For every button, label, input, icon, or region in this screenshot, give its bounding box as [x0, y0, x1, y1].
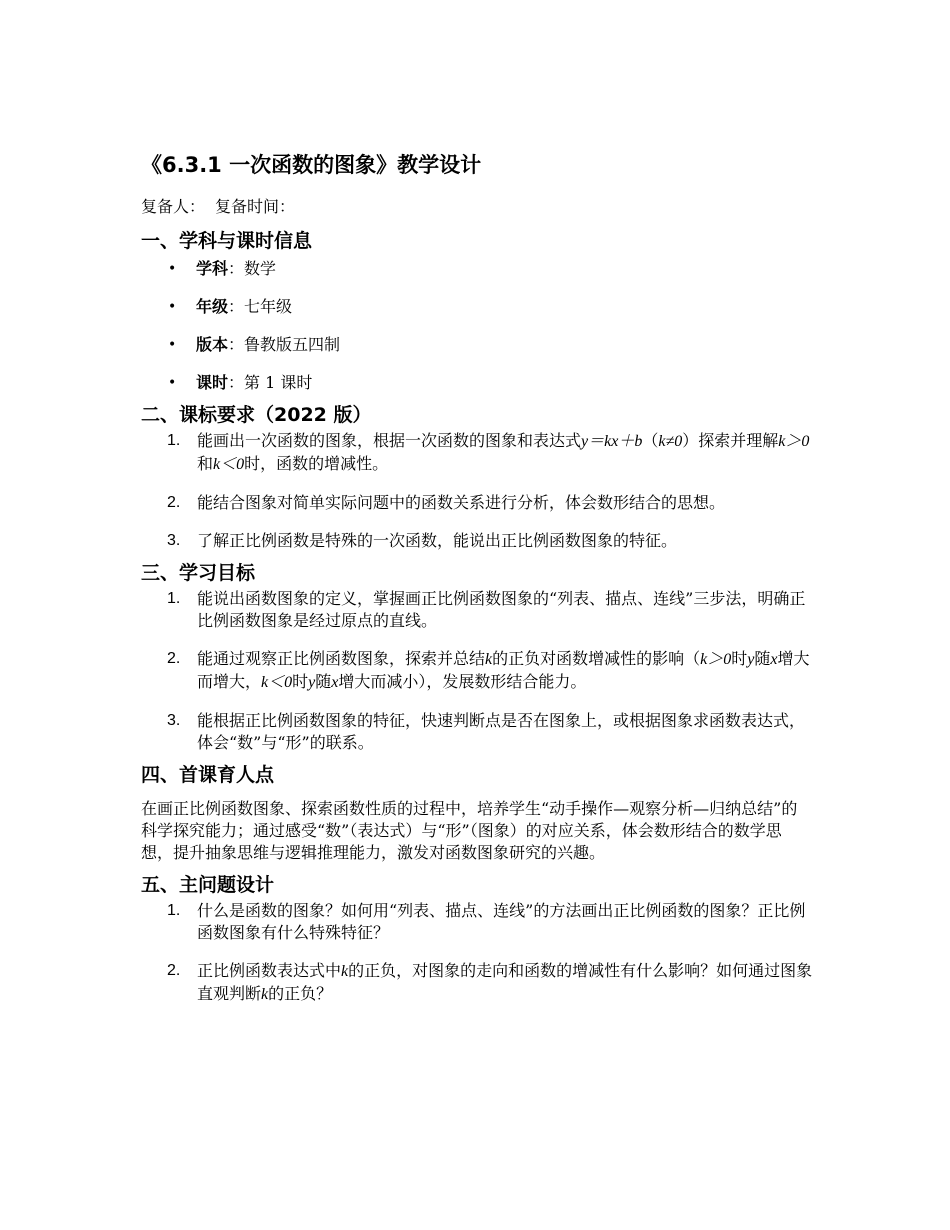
formula: y	[308, 674, 316, 691]
item-number: 2.	[167, 494, 181, 511]
item-text: 增大而减小），发展数形结合能力。	[338, 672, 587, 691]
section-heading-main-questions: 五、主问题设计	[141, 874, 275, 896]
item-text: 时	[292, 672, 309, 691]
prep-time-label: 复备时间：	[215, 197, 296, 216]
item-text: 正比例函数表达式中	[197, 961, 342, 980]
list-item	[141, 334, 813, 356]
education-point-paragraph: 在画正比例函数图象、探索函数性质的过程中，培养学生“动手操作—观察分析—归纳总结”的科学探究能力；通过感受“数”（表达式）与“形”（图象）的对应关系，体会数形结合的数学思想，提升抽象思维与逻辑推理能力，激发对函数图象研究的兴趣。	[141, 799, 798, 862]
document-page	[141, 150, 813, 1010]
item-number: 1.	[167, 902, 181, 919]
item-text: 的正负，对图象的走向和函数的增减性有什么影响？如何通过图象直观判断	[197, 961, 813, 1003]
item-number: 3.	[167, 532, 181, 549]
objectives-list	[141, 588, 813, 754]
list-item	[141, 492, 813, 514]
list-item	[141, 258, 813, 280]
formula: k＞0	[778, 433, 810, 450]
document-title: 《6.3.1 一次函数的图象》教学设计	[141, 153, 482, 177]
item-text: 能画出一次函数的图象，根据一次函数的图象和表达式	[197, 431, 582, 450]
section-heading-subject-info: 一、学科与课时信息	[141, 230, 313, 252]
item-text: （	[642, 431, 659, 450]
item-text: 了解正比例函数是特殊的一次函数，能说出正比例函数图象的特征。	[197, 531, 678, 550]
item-text: 能结合图象对简单实际问题中的函数关系进行分析，体会数形结合的思想。	[197, 493, 726, 512]
item-value: ：鲁教版五四制	[228, 335, 341, 354]
list-item	[141, 588, 813, 632]
list-item	[141, 960, 813, 1006]
formula: k＞0	[700, 651, 732, 668]
item-number: 2.	[167, 962, 181, 979]
item-value: ：七年级	[228, 297, 293, 316]
item-label: 课时	[196, 373, 229, 392]
item-label: 年级	[196, 297, 229, 316]
item-text: ）探索并理解	[682, 431, 779, 450]
item-number: 2.	[167, 650, 181, 667]
item-label: 版本	[196, 335, 229, 354]
formula: k＜0	[213, 456, 245, 473]
item-number: 1.	[167, 590, 181, 607]
item-value: ：数学	[228, 259, 277, 278]
formula: x	[770, 651, 778, 668]
item-text: 随	[315, 672, 332, 691]
formula: k≠0	[658, 433, 683, 450]
item-text: 能说出函数图象的定义，掌握画正比例函数图象的“列表、描点、连线”三步法，明确正比例函数图象是经过原点的直线。	[197, 589, 806, 630]
item-text: 的正负？	[268, 984, 333, 1003]
formula: x	[331, 674, 339, 691]
list-item	[141, 530, 813, 552]
list-item	[141, 710, 813, 754]
section-heading-curriculum: 二、课标要求（2022 版）	[141, 404, 372, 426]
section-heading-objectives: 三、学习目标	[141, 562, 256, 584]
formula: k＜0	[261, 674, 293, 691]
preparer-label: 复备人：	[141, 197, 206, 216]
item-text: 和	[197, 454, 214, 473]
formula: y＝kx＋b	[581, 433, 643, 450]
formula: k	[341, 963, 349, 980]
formula: y	[747, 651, 755, 668]
item-text: 的正负对函数增减性的影响（	[492, 649, 701, 668]
list-item	[141, 372, 813, 394]
item-text: 什么是函数的图象？如何用“列表、描点、连线”的方法画出正比例函数的图象？正比例函数图象有什么特殊特征？	[197, 901, 806, 942]
list-item	[141, 296, 813, 318]
item-text: 能通过观察正比例函数图象，探索并总结	[197, 649, 486, 668]
list-item	[141, 900, 813, 944]
section-heading-education-point: 四、首课育人点	[141, 764, 275, 786]
item-text: 随	[754, 649, 771, 668]
item-value: ：第 1 课时	[228, 373, 313, 392]
list-item	[141, 648, 813, 694]
item-text: 时	[731, 649, 748, 668]
item-text: 能根据正比例函数图象的特征，快速判断点是否在图象上，或根据图象求函数表达式，体会“数”与“形”的联系。	[197, 711, 806, 752]
list-item	[141, 430, 813, 476]
subject-info-list	[141, 258, 813, 394]
formula: k	[485, 651, 493, 668]
item-number: 1.	[167, 432, 181, 449]
main-questions-list	[141, 900, 813, 1006]
curriculum-list	[141, 430, 813, 552]
preparer-line	[141, 194, 813, 220]
formula: k	[261, 986, 269, 1003]
item-number: 3.	[167, 712, 181, 729]
item-label: 学科	[196, 259, 229, 278]
item-text: 时，函数的增减性。	[244, 454, 389, 473]
item-text: 增大而增大，	[197, 649, 810, 691]
